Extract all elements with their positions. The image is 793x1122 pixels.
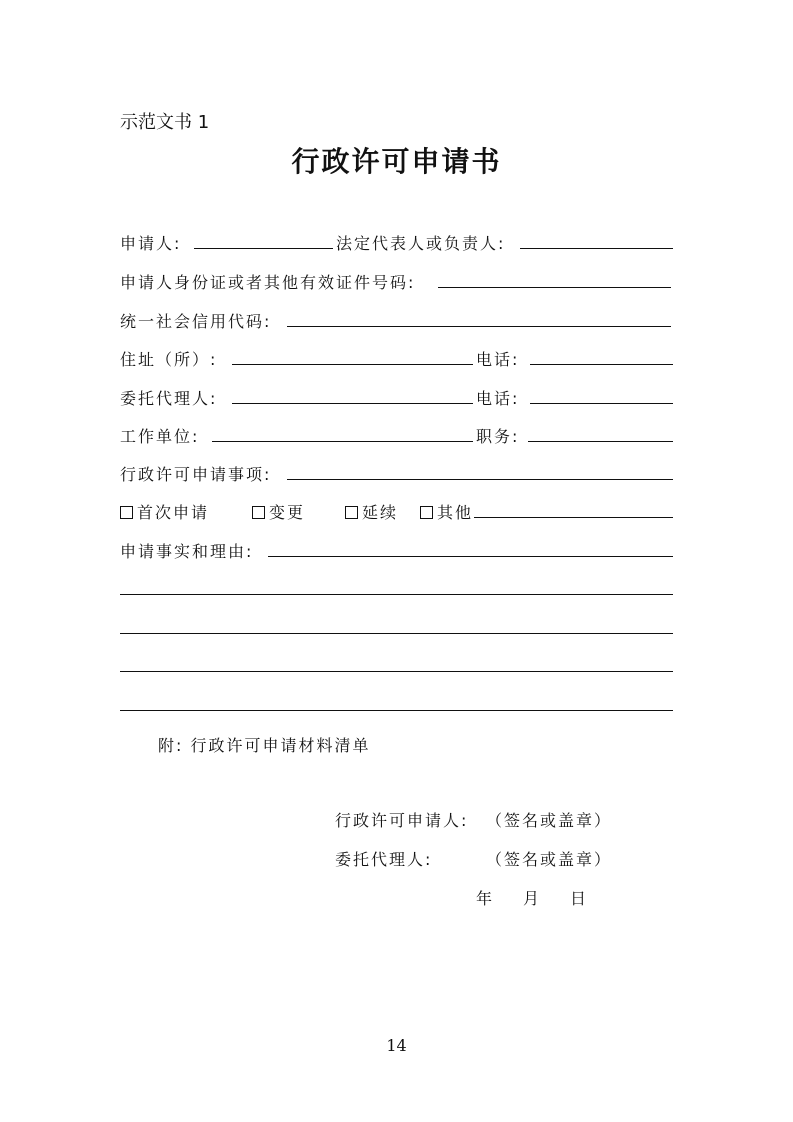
other-field[interactable] — [474, 517, 673, 518]
phone-field[interactable] — [530, 364, 673, 365]
checkbox-first-application[interactable] — [120, 500, 209, 523]
id-number-label: 申请人身份证或者其他有效证件号码: — [120, 273, 416, 292]
reasons-field[interactable] — [268, 556, 673, 557]
document-label: 示范文书 1 — [120, 112, 210, 133]
date-year: 年 — [476, 889, 495, 908]
matter-field[interactable] — [287, 479, 673, 480]
agent-field[interactable] — [232, 403, 473, 404]
applicant-label: 申请人: — [120, 234, 182, 253]
checkbox-renew[interactable] — [345, 500, 398, 523]
checkbox-icon — [420, 506, 433, 519]
checkbox-other[interactable] — [420, 500, 473, 523]
employer-field[interactable] — [212, 441, 473, 442]
legal-rep-label: 法定代表人或负责人: — [336, 234, 506, 253]
agent-phone-label: 电话: — [476, 389, 520, 408]
reasons-line[interactable] — [120, 633, 673, 634]
attachment-note: 附: 行政许可申请材料清单 — [158, 736, 371, 755]
checkbox-change[interactable] — [252, 500, 305, 523]
signature-agent-label: 委托代理人: — [335, 850, 433, 869]
employer-label: 工作单位: — [120, 427, 200, 446]
reasons-line[interactable] — [120, 594, 673, 595]
credit-code-field[interactable] — [287, 326, 671, 327]
checkbox-first-label: 首次申请 — [137, 503, 210, 522]
signature-applicant-note[interactable]: （签名或盖章） — [486, 811, 613, 830]
agent-label: 委托代理人: — [120, 389, 218, 408]
checkbox-other-label: 其他 — [437, 503, 474, 522]
phone-label: 电话: — [476, 350, 520, 369]
matter-label: 行政许可申请事项: — [120, 465, 272, 484]
credit-code-label: 统一社会信用代码: — [120, 312, 272, 331]
page-number: 14 — [386, 1036, 407, 1055]
id-number-field[interactable] — [438, 287, 671, 288]
checkbox-renew-label: 延续 — [362, 503, 399, 522]
date-month: 月 — [523, 889, 542, 908]
checkbox-icon — [252, 506, 265, 519]
checkbox-icon — [345, 506, 358, 519]
address-label: 住址（所）: — [120, 350, 218, 369]
position-field[interactable] — [528, 441, 673, 442]
checkbox-icon — [120, 506, 133, 519]
agent-phone-field[interactable] — [530, 403, 673, 404]
position-label: 职务: — [476, 427, 520, 446]
reasons-label: 申请事实和理由: — [120, 542, 254, 561]
reasons-line[interactable] — [120, 710, 673, 711]
signature-applicant-label: 行政许可申请人: — [335, 811, 469, 830]
checkbox-change-label: 变更 — [269, 503, 306, 522]
page-title: 行政许可申请书 — [291, 145, 502, 178]
reasons-line[interactable] — [120, 671, 673, 672]
applicant-field[interactable] — [194, 248, 333, 249]
address-field[interactable] — [232, 364, 473, 365]
legal-rep-field[interactable] — [520, 248, 673, 249]
signature-agent-note[interactable]: （签名或盖章） — [486, 850, 613, 869]
date-day: 日 — [570, 889, 589, 908]
